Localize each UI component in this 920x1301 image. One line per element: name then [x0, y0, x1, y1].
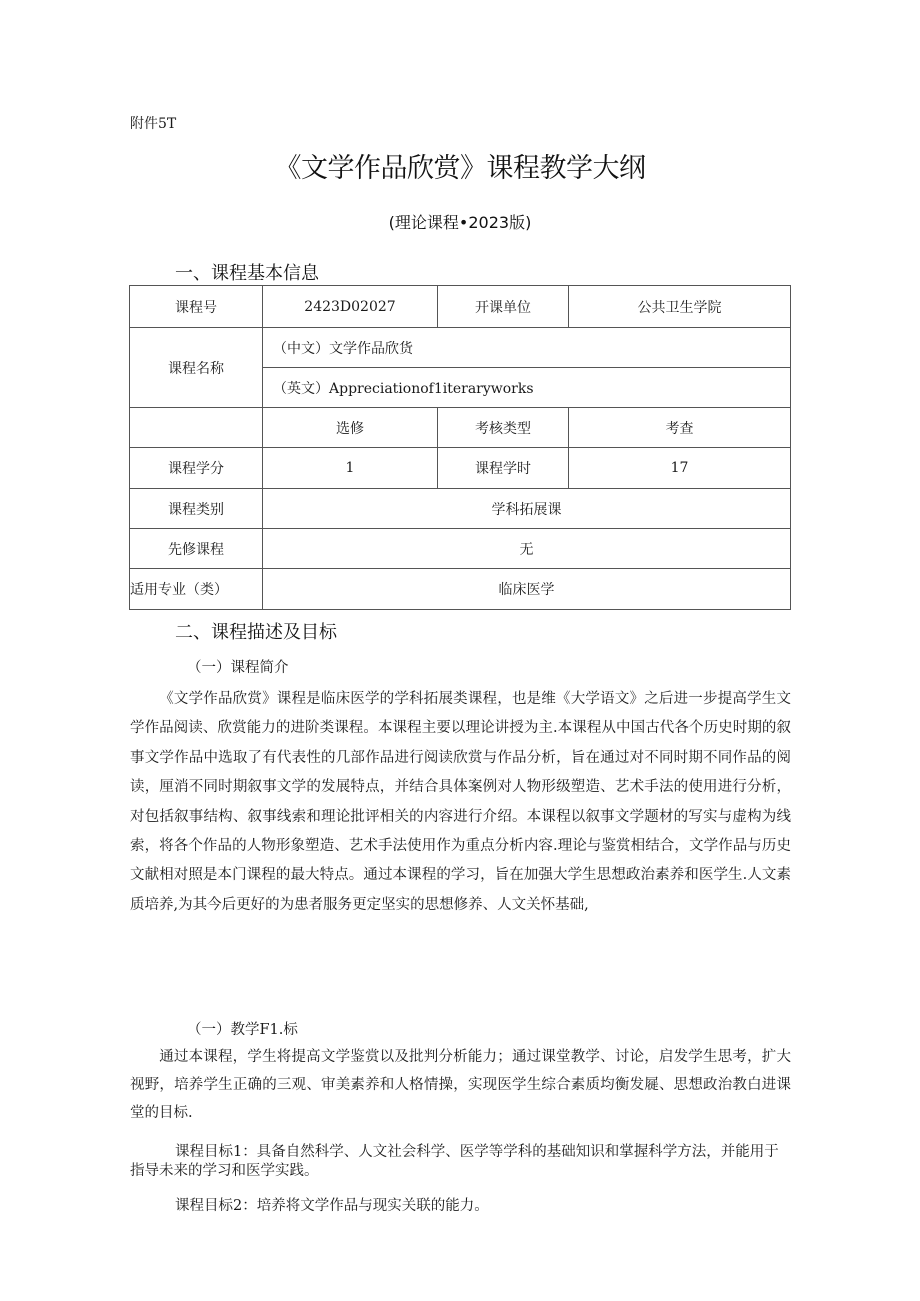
course-no-value: 2423D02027 [263, 286, 438, 328]
category-label: 课程类别 [130, 489, 263, 529]
document-title: 《文学作品欣赏》课程教学大纲 [274, 153, 646, 184]
annex-label: 附件5T [130, 116, 177, 132]
course-goal-2 [130, 1197, 791, 1216]
course-info-table [129, 285, 791, 610]
course-goal-1 [130, 1143, 791, 1181]
credit-label: 课程学分 [130, 448, 263, 489]
section-heading-basic-info: 一、课程基本信息 [175, 263, 319, 284]
intro-paragraph [130, 685, 791, 920]
prereq-label: 先修课程 [130, 529, 263, 569]
table-row [130, 328, 791, 368]
major-label: 适用专业（类） [130, 569, 263, 610]
intro-subheading: （一）课程简介 [187, 660, 289, 676]
section-heading-description: 二、课程描述及目标 [175, 622, 337, 643]
intro-text: 《文学作品欣赏》课程是临床医学的学科拓展类课程，也是维《大学语文》之后进一步提高学生文学作品阅读、欣赏能力的进阶类课程。本课程主要以理论讲授为主.本课程从中国古代各个历史时期的叙事文学作品中选取了有代表性的几部作品进行阅读欣赏与作品分析，旨在通过对不同时期不同作品的阅读，厘消不同时期叙事文学的发展特点，并结合具体案例对人物形级塑造、艺术手法的使用进行分析，对包括叙事结构、叙事线索和理论批评相关的内容进行介绍。本课程以叙事文学题材的写实与虚构为线索，将各个作品的人物形象塑造、艺术手法使用作为重点分析内容.理论与鉴赏相结合，文学作品与历史文献相对照是本门课程的最大特点。通过本课程的学习，旨在加强大学生思想政治素养和医学生.人文素质培养,为其今后更好的为患者服务更定坚实的思想修养、人文关怀基础, [130, 691, 791, 913]
prereq-value: 无 [263, 529, 791, 569]
course-name-cn: （中文）文学作品欣货 [263, 328, 791, 368]
course-no-label: 课程号 [130, 286, 263, 328]
goals-paragraph [130, 1043, 791, 1127]
course-name-en: （英文）Appreciationof1iteraryworks [263, 368, 791, 408]
table-row [130, 408, 791, 448]
major-value: 临床医学 [263, 569, 791, 610]
goals-subheading: （一）教学F1.标 [187, 1022, 298, 1038]
hours-value: 17 [569, 448, 791, 489]
credit-value: 1 [263, 448, 438, 489]
table-row [130, 569, 791, 610]
category-value: 学科拓展课 [263, 489, 791, 529]
goals-text: 通过本课程，学生将提高文学鉴赏以及批判分析能力；通过课堂教学、讨论，启发学生思考，扩大视野，培养学生正确的三观、审美素养和人格情操，实现医学生综合素质均衡发屣、思想政治教白进课堂的目标. [130, 1049, 791, 1121]
hours-label: 课程学时 [438, 448, 569, 489]
document-subtitle: (理论课程•2023版) [388, 213, 532, 232]
goal-1-text: 课程目标1：具备自然科学、人文社会科学、医学等学科的基础知识和掌握科学方法，并能用于指导未来的学习和医学实践。 [130, 1144, 779, 1179]
course-type-value: 选修 [263, 408, 438, 448]
table-row [130, 529, 791, 569]
course-name-label: 课程名称 [130, 328, 263, 408]
assess-type-value: 考查 [569, 408, 791, 448]
dept-value: 公共卫生学院 [569, 286, 791, 328]
table-row [130, 489, 791, 529]
goal-2-text: 课程目标2：培养将文学作品与现实关联的能力。 [175, 1198, 489, 1214]
table-row [130, 448, 791, 489]
dept-label: 开课单位 [438, 286, 569, 328]
course-type-label [130, 408, 263, 448]
table-row [130, 286, 791, 328]
assess-type-label: 考核类型 [438, 408, 569, 448]
